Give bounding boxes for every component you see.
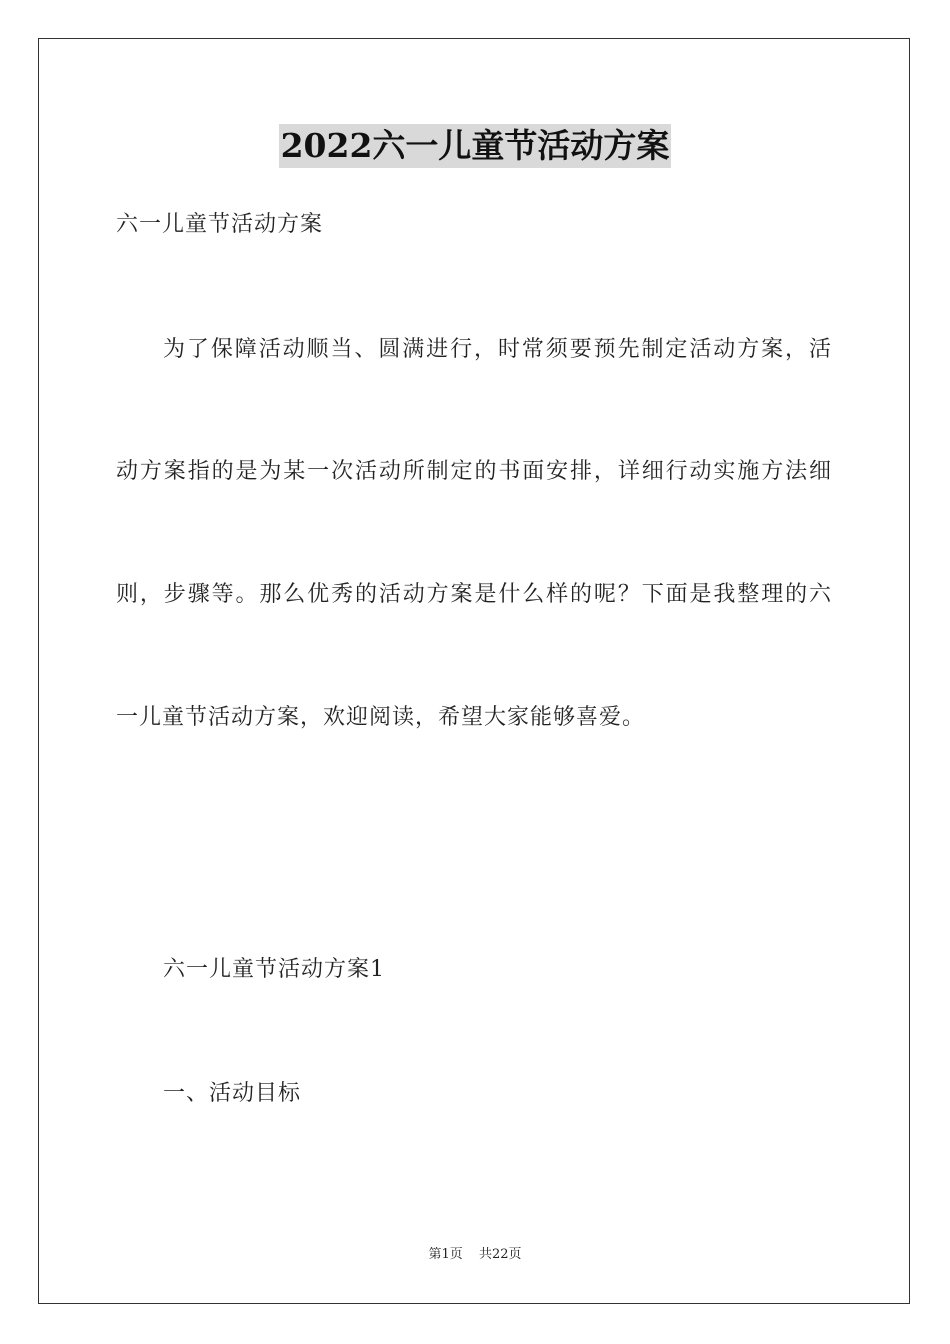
document-subtitle: 六一儿童节活动方案 <box>116 212 324 237</box>
page-number: 第1页 <box>428 1247 463 1262</box>
intro-line-2: 动方案指的是为某一次活动所制定的书面安排，详细行动实施方法细 <box>116 459 832 484</box>
intro-line-3: 则，步骤等。那么优秀的活动方案是什么样的呢？下面是我整理的六 <box>116 582 832 607</box>
subsection-heading: 一、活动目标 <box>163 1081 302 1106</box>
intro-line-4: 一儿童节活动方案，欢迎阅读，希望大家能够喜爱。 <box>116 705 646 730</box>
page-footer <box>0 1246 950 1264</box>
page-total: 共22页 <box>478 1247 522 1262</box>
section-heading: 六一儿童节活动方案1 <box>163 957 385 982</box>
intro-line-1: 为了保障活动顺当、圆满进行，时常须要预先制定活动方案，活 <box>163 337 832 362</box>
title-container <box>0 124 950 168</box>
document-title: 2022六一儿童节活动方案 <box>279 124 672 168</box>
